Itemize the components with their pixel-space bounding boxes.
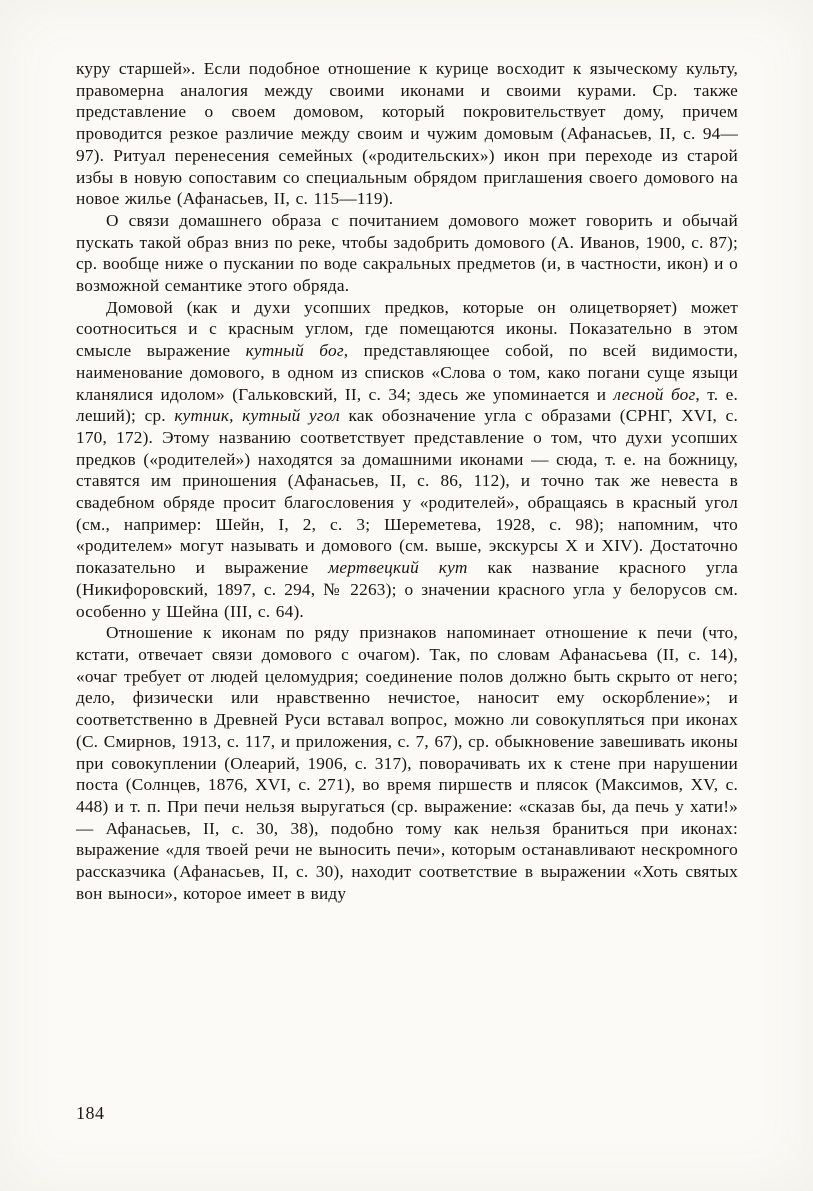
paragraph <box>76 622 738 904</box>
text-run: , представляющее собой, по всей видимости, наименование домового, в одном из списков «Слова о том, како погани суще языци кланялися идолом» (Гальковский, II, с. 34; здесь же упоминается и <box>76 341 738 404</box>
text-run: О связи домашнего образа с почитанием домового может говорить и обычай пускать такой образ вниз по реке, чтобы задобрить домового (А. Иванов, 1900, с. 87); ср. вообще ниже о пускании по воде сакральных предметов (и, в частности, икон) и о возможной семантике этого обряда. <box>76 210 738 296</box>
italic-term: кутный бог <box>245 341 344 361</box>
paragraph <box>76 58 738 210</box>
page-text-block <box>76 58 738 904</box>
text-run: как название красного угла (Никифоровский, 1897, с. 294, № 2263); о значении красного угла у белорусов см. особенно у Шейна (III, с. 64). <box>76 558 739 621</box>
italic-term: лесной бог <box>613 384 696 404</box>
text-run: как обозначение угла с образами (СРНГ, XVI, с. 170, 172). Этому названию соответствует представление о том, что духи усопших предков («родителей») находятся за домашними иконами — сюда, т. е. на божницу, ставятся им приношения (Афанасьев, II, с. 86, 112), и точно так же невеста в свадебном обряде просит благословения у «родителей», обращаясь в красный угол (см., например: Шейн, I, 2, с. 3; Шереметева, 1928, с. 98); напомним, что «родителем» могут называть и домового (см. выше, экскурсы X и XIV). Достаточно показательно и выражение <box>76 406 738 578</box>
paragraph <box>76 210 738 297</box>
text-run: Отношение к иконам по ряду признаков напоминает отношение к печи (что, кстати, отвечает связи домового с очагом). Так, по словам Афанасьева (II, с. 14), «очаг требует от людей целомудрия; соединение полов должно быть скрыто от него; дело, физически или нравственно нечистое, наносит ему оскорбление»; и соответственно в Древней Руси вставал вопрос, можно ли совокупляться при иконах (С. Смирнов, 1913, с. 117, и приложения, с. 7, 67), ср. обыкновение завешивать иконы при совокуплении (Олеарий, 1906, с. 317), поворачивать их к стене при нарушении поста (Солнцев, 1876, XVI, с. 271), во время пиршеств и плясок (Максимов, XV, с. 448) и т. п. При печи нельзя выругаться (ср. выражение: «сказав бы, да печь у хати!» — Афанасьев, II, с. 30, 38), подобно тому как нельзя браниться при иконах: выражение «для твоей речи не выносить печи», которым останавливают нескромного рассказчика (Афанасьев, II, с. 30), находит соответствие в выражении «Хоть святых вон выноси», которое имеет в виду <box>76 623 738 903</box>
text-run: , т. е. леший); ср. <box>76 384 738 426</box>
text-run: куру старшей». Если подобное отношение к курице восходит к языческому культу, правомерна аналогия между своими иконами и своими курами. Ср. также представление о своем домовом, который покровительствует дому, причем проводится резкое различие между своим и чужим домовым (Афанасьев, II, с. 94—97). Ритуал перенесения семейных («родительских») икон при переходе из старой избы в новую сопоставим со специальным обрядом приглашения своего домового на новое жилье (Афанасьев, II, с. 115—119). <box>76 59 738 209</box>
text-run: Домовой (как и духи усопших предков, которые он олицетворяет) может соотноситься и с красным углом, где помещаются иконы. Показательно в этом смысле выражение <box>76 297 738 361</box>
italic-term: мертвецкий кут <box>328 558 468 578</box>
page-number: 184 <box>76 1103 105 1123</box>
italic-term: кутник, кутный угол <box>174 406 341 426</box>
paragraph <box>76 297 738 623</box>
